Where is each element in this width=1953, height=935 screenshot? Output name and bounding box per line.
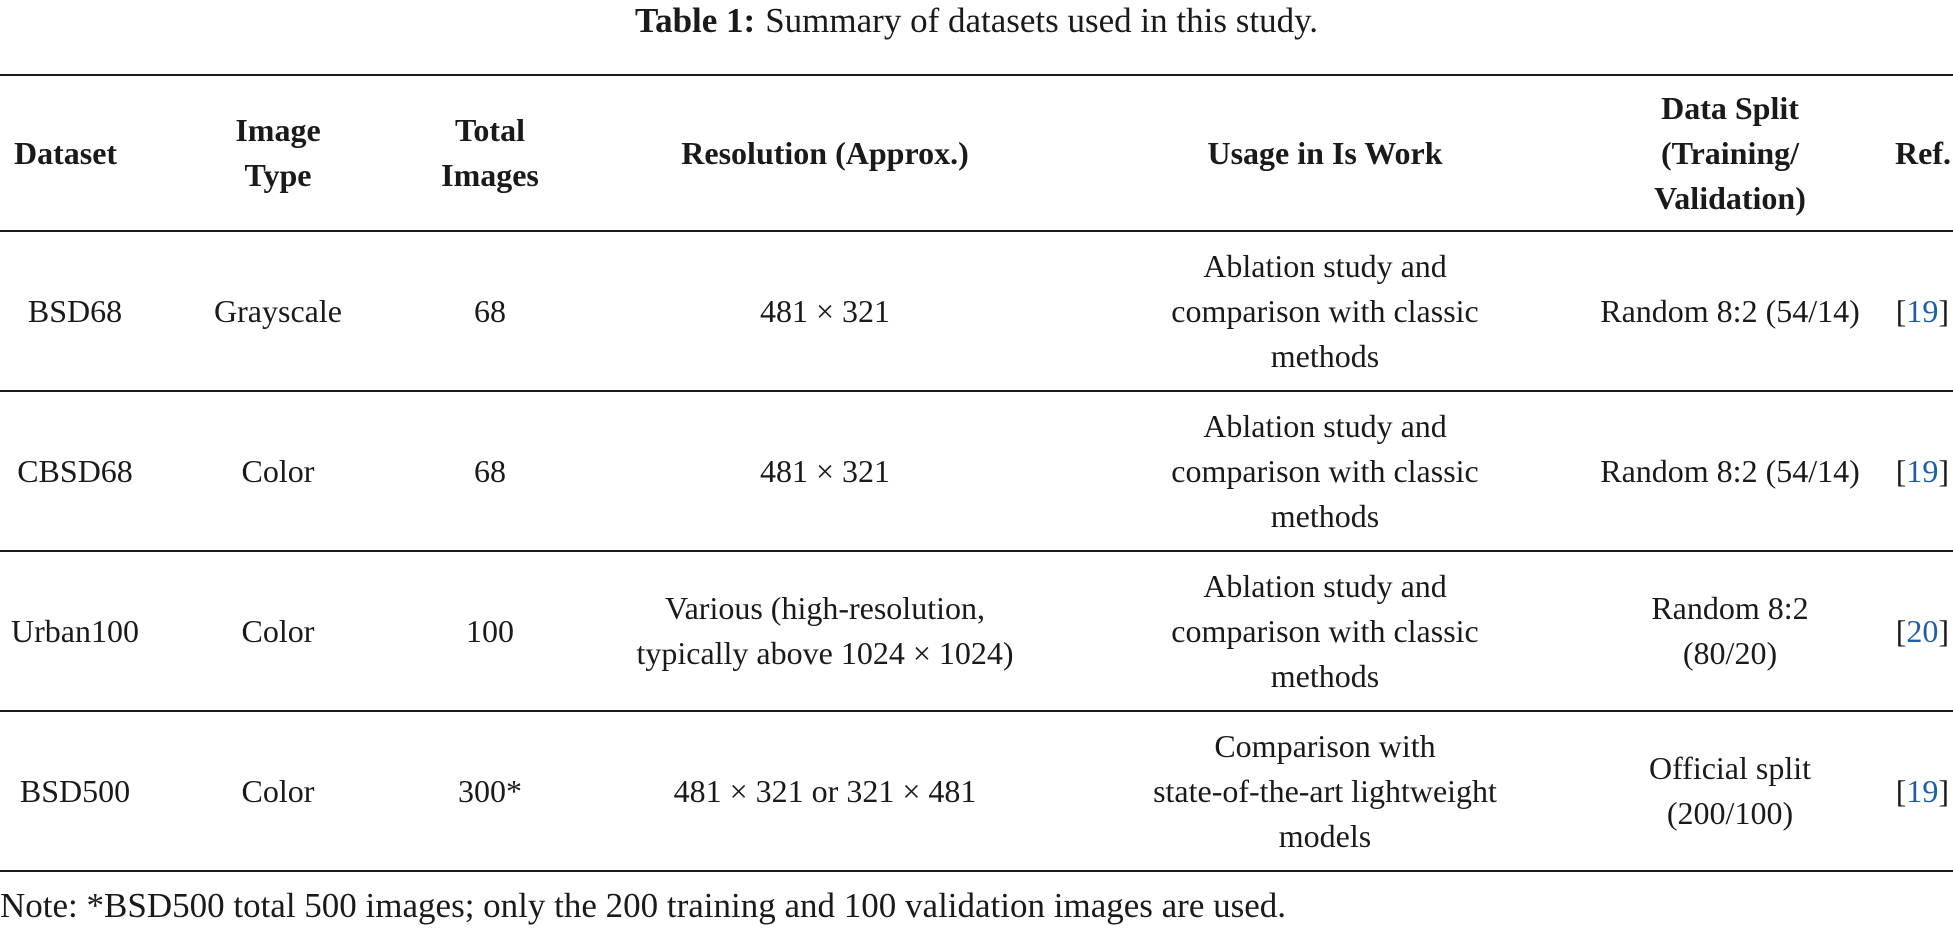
cell-dataset: Urban100 (0, 551, 150, 711)
cell-total-images: 68 (406, 391, 574, 551)
cell-dataset: BSD68 (0, 231, 150, 391)
cell-total-images: 100 (406, 551, 574, 711)
table-caption-label: Table 1: (634, 1, 756, 40)
cell-image-type: Color (150, 391, 406, 551)
cell-data-split: Random 8:2 (54/14) (1574, 231, 1886, 391)
header-dataset: Dataset (0, 75, 150, 231)
cell-usage: Ablation study and comparison with classic methods (1076, 551, 1574, 711)
header-usage: Usage in Is Work (1076, 75, 1574, 231)
cell-ref: [19] (1886, 711, 1953, 871)
cell-resolution: Various (high-resolution, typically above 1024 × 1024) (574, 551, 1076, 711)
cell-image-type: Color (150, 551, 406, 711)
cell-data-split: Random 8:2 (54/14) (1574, 391, 1886, 551)
cell-ref: [20] (1886, 551, 1953, 711)
cell-image-type: Grayscale (150, 231, 406, 391)
table-row (0, 711, 1953, 871)
cell-usage: Ablation study and comparison with classic methods (1076, 231, 1574, 391)
header-data-split: Data Split (Training/ Validation) (1574, 75, 1886, 231)
ref-link[interactable]: 19 (1906, 292, 1939, 329)
table-caption-text: Summary of datasets used in this study. (765, 1, 1319, 40)
cell-resolution: 481 × 321 (574, 391, 1076, 551)
cell-resolution: 481 × 321 or 321 × 481 (574, 711, 1076, 871)
cell-total-images: 68 (406, 231, 574, 391)
table-caption (0, 0, 1953, 44)
table-row (0, 231, 1953, 391)
cell-usage: Comparison with state-of-the-art lightweight models (1076, 711, 1574, 871)
datasets-table (0, 74, 1953, 872)
table-row (0, 391, 1953, 551)
table-row (0, 551, 1953, 711)
ref-link[interactable]: 20 (1906, 612, 1939, 649)
cell-ref: [19] (1886, 391, 1953, 551)
ref-link[interactable]: 19 (1906, 772, 1939, 809)
cell-usage: Ablation study and comparison with classic methods (1076, 391, 1574, 551)
cell-image-type: Color (150, 711, 406, 871)
cell-dataset: BSD500 (0, 711, 150, 871)
cell-total-images: 300* (406, 711, 574, 871)
table-note: Note: *BSD500 total 500 images; only the 200 training and 100 validation images are used. (0, 886, 1287, 925)
header-resolution: Resolution (Approx.) (574, 75, 1076, 231)
cell-data-split: Random 8:2 (80/20) (1574, 551, 1886, 711)
cell-dataset: CBSD68 (0, 391, 150, 551)
table-header-row (0, 75, 1953, 231)
cell-data-split: Official split (200/100) (1574, 711, 1886, 871)
cell-resolution: 481 × 321 (574, 231, 1076, 391)
ref-link[interactable]: 19 (1906, 452, 1939, 489)
header-image-type: Image Type (150, 75, 406, 231)
header-total-images: Total Images (406, 75, 574, 231)
header-ref: Ref. (1886, 75, 1953, 231)
cell-ref: [19] (1886, 231, 1953, 391)
